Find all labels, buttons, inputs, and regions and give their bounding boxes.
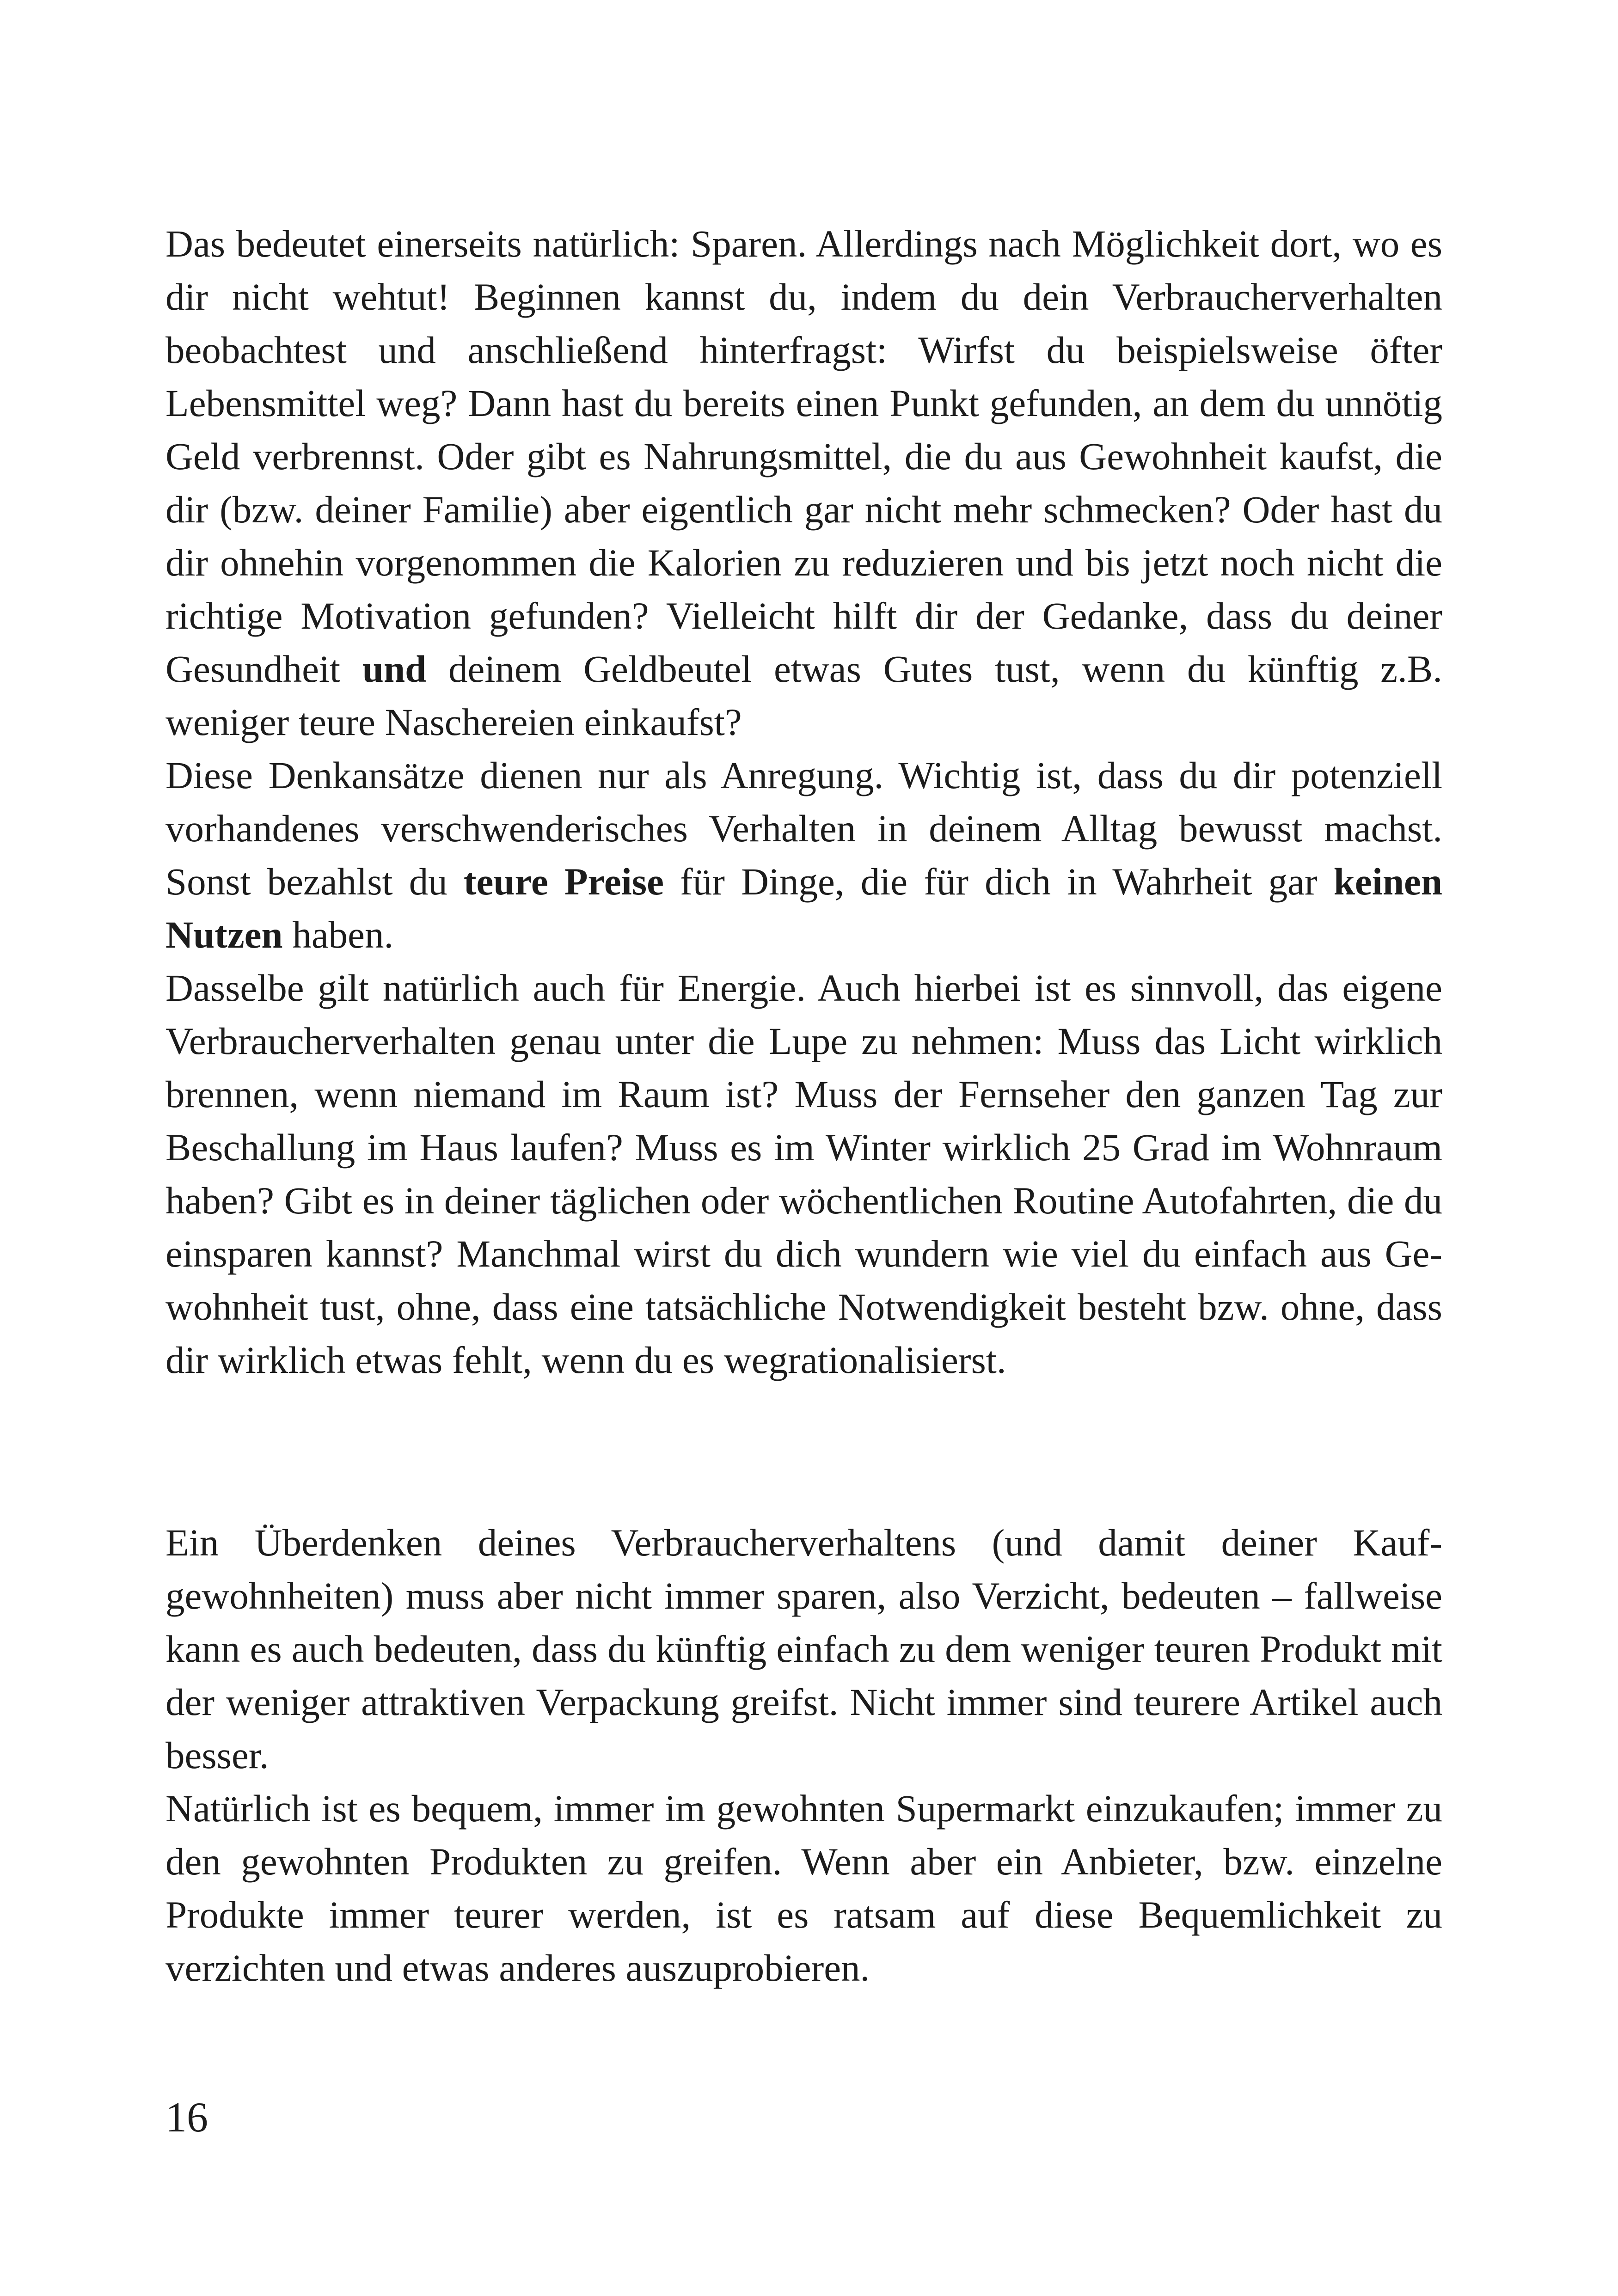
bold-emphasis: teure Preise — [463, 860, 664, 903]
text-section-2 — [165, 1516, 1442, 1995]
paragraph-text: deinem Geldbeutel etwas Gutes tust, wenn du künftig z.B. weniger teure Naschereien einkaufst? — [165, 648, 1442, 743]
page-number: 16 — [165, 2094, 208, 2141]
text-section-1 — [165, 217, 1442, 1387]
paragraph-saving — [165, 217, 1442, 749]
paragraph-convenience: Natürlich ist es bequem, immer im gewohnten Supermarkt einzukaufen; immer zu den gewohnten Produkten zu greifen. Wenn aber ein Anbieter, bzw. einzelne Produkte immer teurer werden, ist es ratsam auf diese Bequemlichkeit zu verzichten und etwas anderes auszuprobieren. — [165, 1787, 1442, 1989]
paragraph-text: Das bedeutet einerseits natürlich: Sparen. Allerdings nach Möglichkeit dort, wo es dir nicht wehtut! Beginnen kannst du, indem du dein Verbraucherverhalten beobachtest und anschließend hinterfragst: Wirfst du beispielsweise öfter Lebensmittel weg? Dann hast du bereits einen Punkt gefunden, an dem du unnötig Geld verbrennst. Oder gibt es Nahrungsmittel, die du aus Gewohnheit kaufst, die dir (bzw. deiner Familie) aber eigentlich gar nicht mehr schmecken? Oder hast du dir ohnehin vorgenommen die Kalorien zu reduzieren und bis jetzt noch nicht die richtige Motivation gefunden? Vielleicht hilft dir der Gedanke, dass du deiner Gesundheit — [165, 222, 1442, 690]
paragraph-suggestions — [165, 749, 1442, 961]
bold-emphasis: und — [362, 648, 427, 690]
paragraph-text: Diese Denkansätze dienen nur als Anregung. Wichtig ist, dass du dir potenziell vorhandenes verschwenderisches Verhalten in deinem Alltag bewusst machst. Sonst bezahlst du — [165, 754, 1442, 903]
bold-emphasis: keinen Nutzen — [165, 860, 1442, 956]
paragraph-text: haben. — [282, 913, 394, 956]
paragraph-energy: Dasselbe gilt natürlich auch für Energie. Auch hierbei ist es sinnvoll, das eigene Verbraucherverhalten genau unter die Lupe zu nehmen: Muss das Licht wirklich brennen, wenn niemand im Raum ist? Muss der Fernseher den ganzen Tag zur Beschallung im Haus laufen? Muss es im Winter wirklich 25 Grad im Wohnraum haben? Gibt es in deiner täglichen oder wöchentlichen Routine Autofahrten, die du einsparen kannst? Manchmal wirst du dich wundern wie viel du einfach aus Gewohnheit tust, ohne, dass eine tatsächliche Notwendigkeit besteht bzw. ohne, dass dir wirklich etwas fehlt, wenn du es wegrationalisierst. — [165, 967, 1442, 1381]
paragraph-text: für Dinge, die für dich in Wahrheit gar — [663, 860, 1334, 903]
paragraph-rethinking: Ein Überdenken deines Verbraucherverhaltens (und damit deiner Kaufgewohnheiten) muss aber nicht immer sparen, also Verzicht, bedeuten – fallweise kann es auch bedeuten, dass du künftig einfach zu dem weniger teuren Produkt mit der weniger attraktiven Verpackung greifst. Nicht immer sind teurere Artikel auch besser. — [165, 1521, 1442, 1776]
